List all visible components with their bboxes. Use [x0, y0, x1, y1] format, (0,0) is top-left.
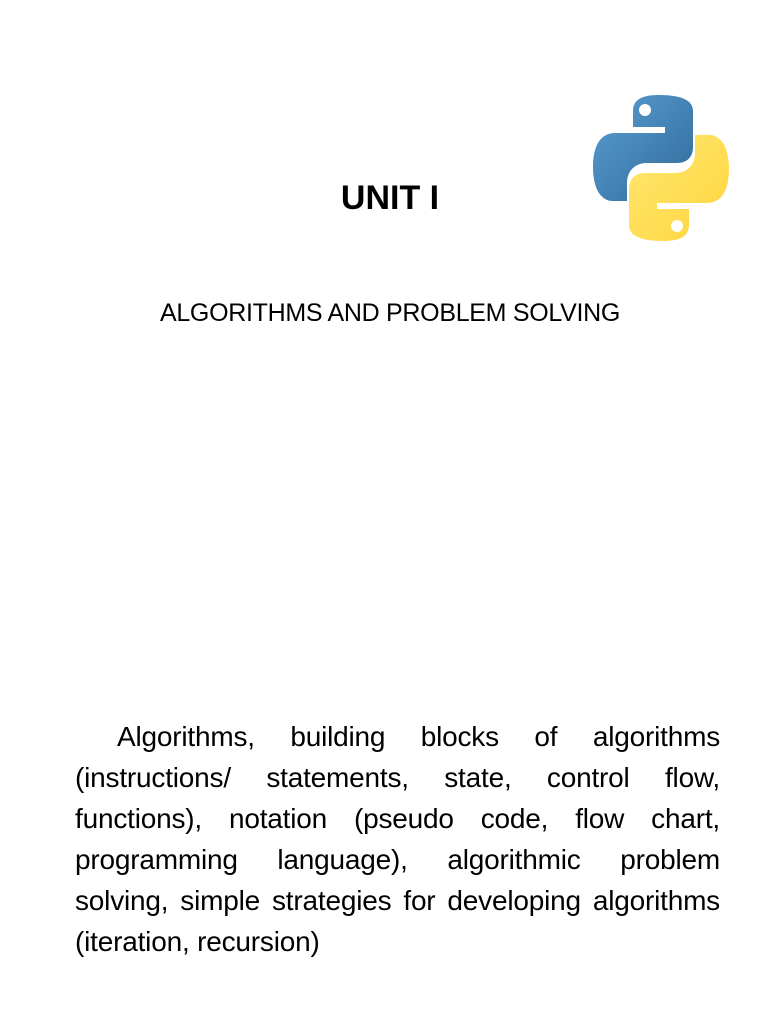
unit-subtitle: ALGORITHMS AND PROBLEM SOLVING	[159, 299, 621, 327]
unit-title: UNIT I	[340, 179, 440, 217]
python-logo-blue-eye	[639, 104, 651, 116]
python-logo-yellow-eye	[671, 220, 683, 232]
syllabus-paragraph: Algorithms, building blocks of algorithms (instructions/ statements, state, control flow, functions), notation (pseudo code, flow chart, programming language), algorithmic problem solving, simple strategies for developing algorithms (iteration, recursion)	[75, 721, 720, 957]
python-logo-icon	[593, 93, 729, 243]
